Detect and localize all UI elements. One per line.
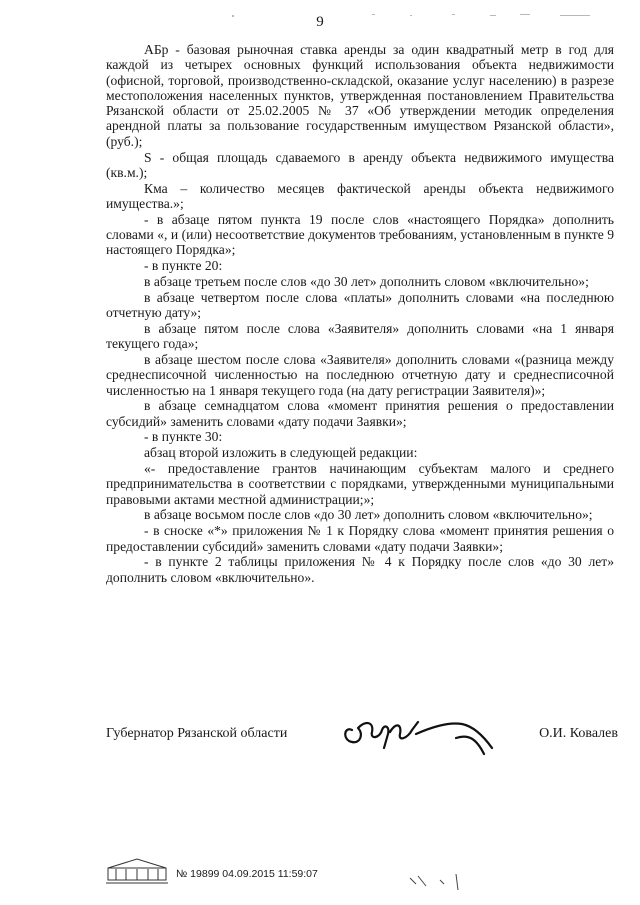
office-stamp-icon — [102, 856, 172, 886]
paragraph-item-30-eighth: в абзаце восьмом после слов «до 30 лет» дополнить словом «включительно»; — [144, 507, 593, 523]
page-number: 9 — [316, 14, 324, 30]
paragraph-appendix-4: - в пункте 2 таблицы приложения № 4 к Порядку после слов «до 30 лет» дополнить словом «включительно». — [106, 554, 614, 585]
paragraph-item-20-fifth: в абзаце пятом после слова «Заявителя» дополнить словами «на 1 января текущего года»; — [106, 320, 614, 352]
handwritten-signature — [338, 708, 508, 758]
paragraph-item-20-seventeenth: в абзаце семнадцатом слова «момент принятия решения о предоставлении субсидий» заменить словами «дату подачи Заявки»; — [106, 398, 614, 429]
registration-number: № 19899 04.09.2015 11:59:07 — [176, 868, 318, 880]
signatory-position: Губернатор Рязанской области — [106, 726, 288, 741]
paragraph-item-20: - в пункте 20: — [144, 258, 223, 274]
body-text — [106, 42, 614, 585]
signature-block — [106, 718, 618, 768]
paragraph-s: S - общая площадь сдаваемого в аренду объекта недвижимого имущества (кв.м.); — [106, 149, 614, 180]
paragraph-grants: «- предоставление грантов начинающим субъектам малого и среднего предпринимательства в соответствии с порядками, утвержденными муниципальными правовыми актами местной администрации;»; — [106, 461, 614, 507]
paragraph-item-20-third: в абзаце третьем после слов «до 30 лет» дополнить словом «включительно»; — [144, 273, 589, 289]
signatory-name: О.И. Ковалев — [539, 726, 618, 741]
paragraph-item-20-fourth: в абзаце четвертом после слова «платы» дополнить словами «на последнюю отчетную дату»; — [106, 289, 614, 321]
paragraph-item-20-sixth: в абзаце шестом после слова «Заявителя» дополнить словами «(разница между среднесписочной численностью на последнюю отчетную дату и среднесписочной численностью на 1 января текущего года (на дату регистрации Заявителя)»; — [106, 351, 614, 398]
paragraph-item-30: - в пункте 30: — [144, 429, 223, 445]
scan-noise-marks — [406, 872, 486, 892]
paragraph-kma: Кма – количество месяцев фактической аренды объекта недвижимого имущества.»; — [106, 180, 614, 211]
paragraph-abr: АБр - базовая рыночная ставка аренды за один квадратный метр в год для каждой из четырех основных функций использования объекта недвижимости (офисной, торговой, производственно-складской, оказание услуг населению) в разрезе местоположения населенных пунктов, утвержденная постановлением Правительства Рязанской области от 25.02.2005 № 37 «Об утверждении методик определения арендной платы за пользование государственным имуществом Рязанской области»,(руб.); — [106, 42, 614, 149]
registration-footer — [70, 856, 610, 896]
paragraph-item-30-second: абзац второй изложить в следующей редакции: — [144, 445, 418, 461]
paragraph-footnote: - в сноске «*» приложения № 1 к Порядку слова «момент принятия решения о предоставлении субсидий» заменить словами «дату подачи Заявки»; — [106, 523, 614, 554]
paragraph-item-19: - в абзаце пятом пункта 19 после слов «настоящего Порядка» дополнить словами «, и (или) несоответствие документов требованиям, установленным в пункте 9 настоящего Порядка»; — [106, 211, 614, 258]
